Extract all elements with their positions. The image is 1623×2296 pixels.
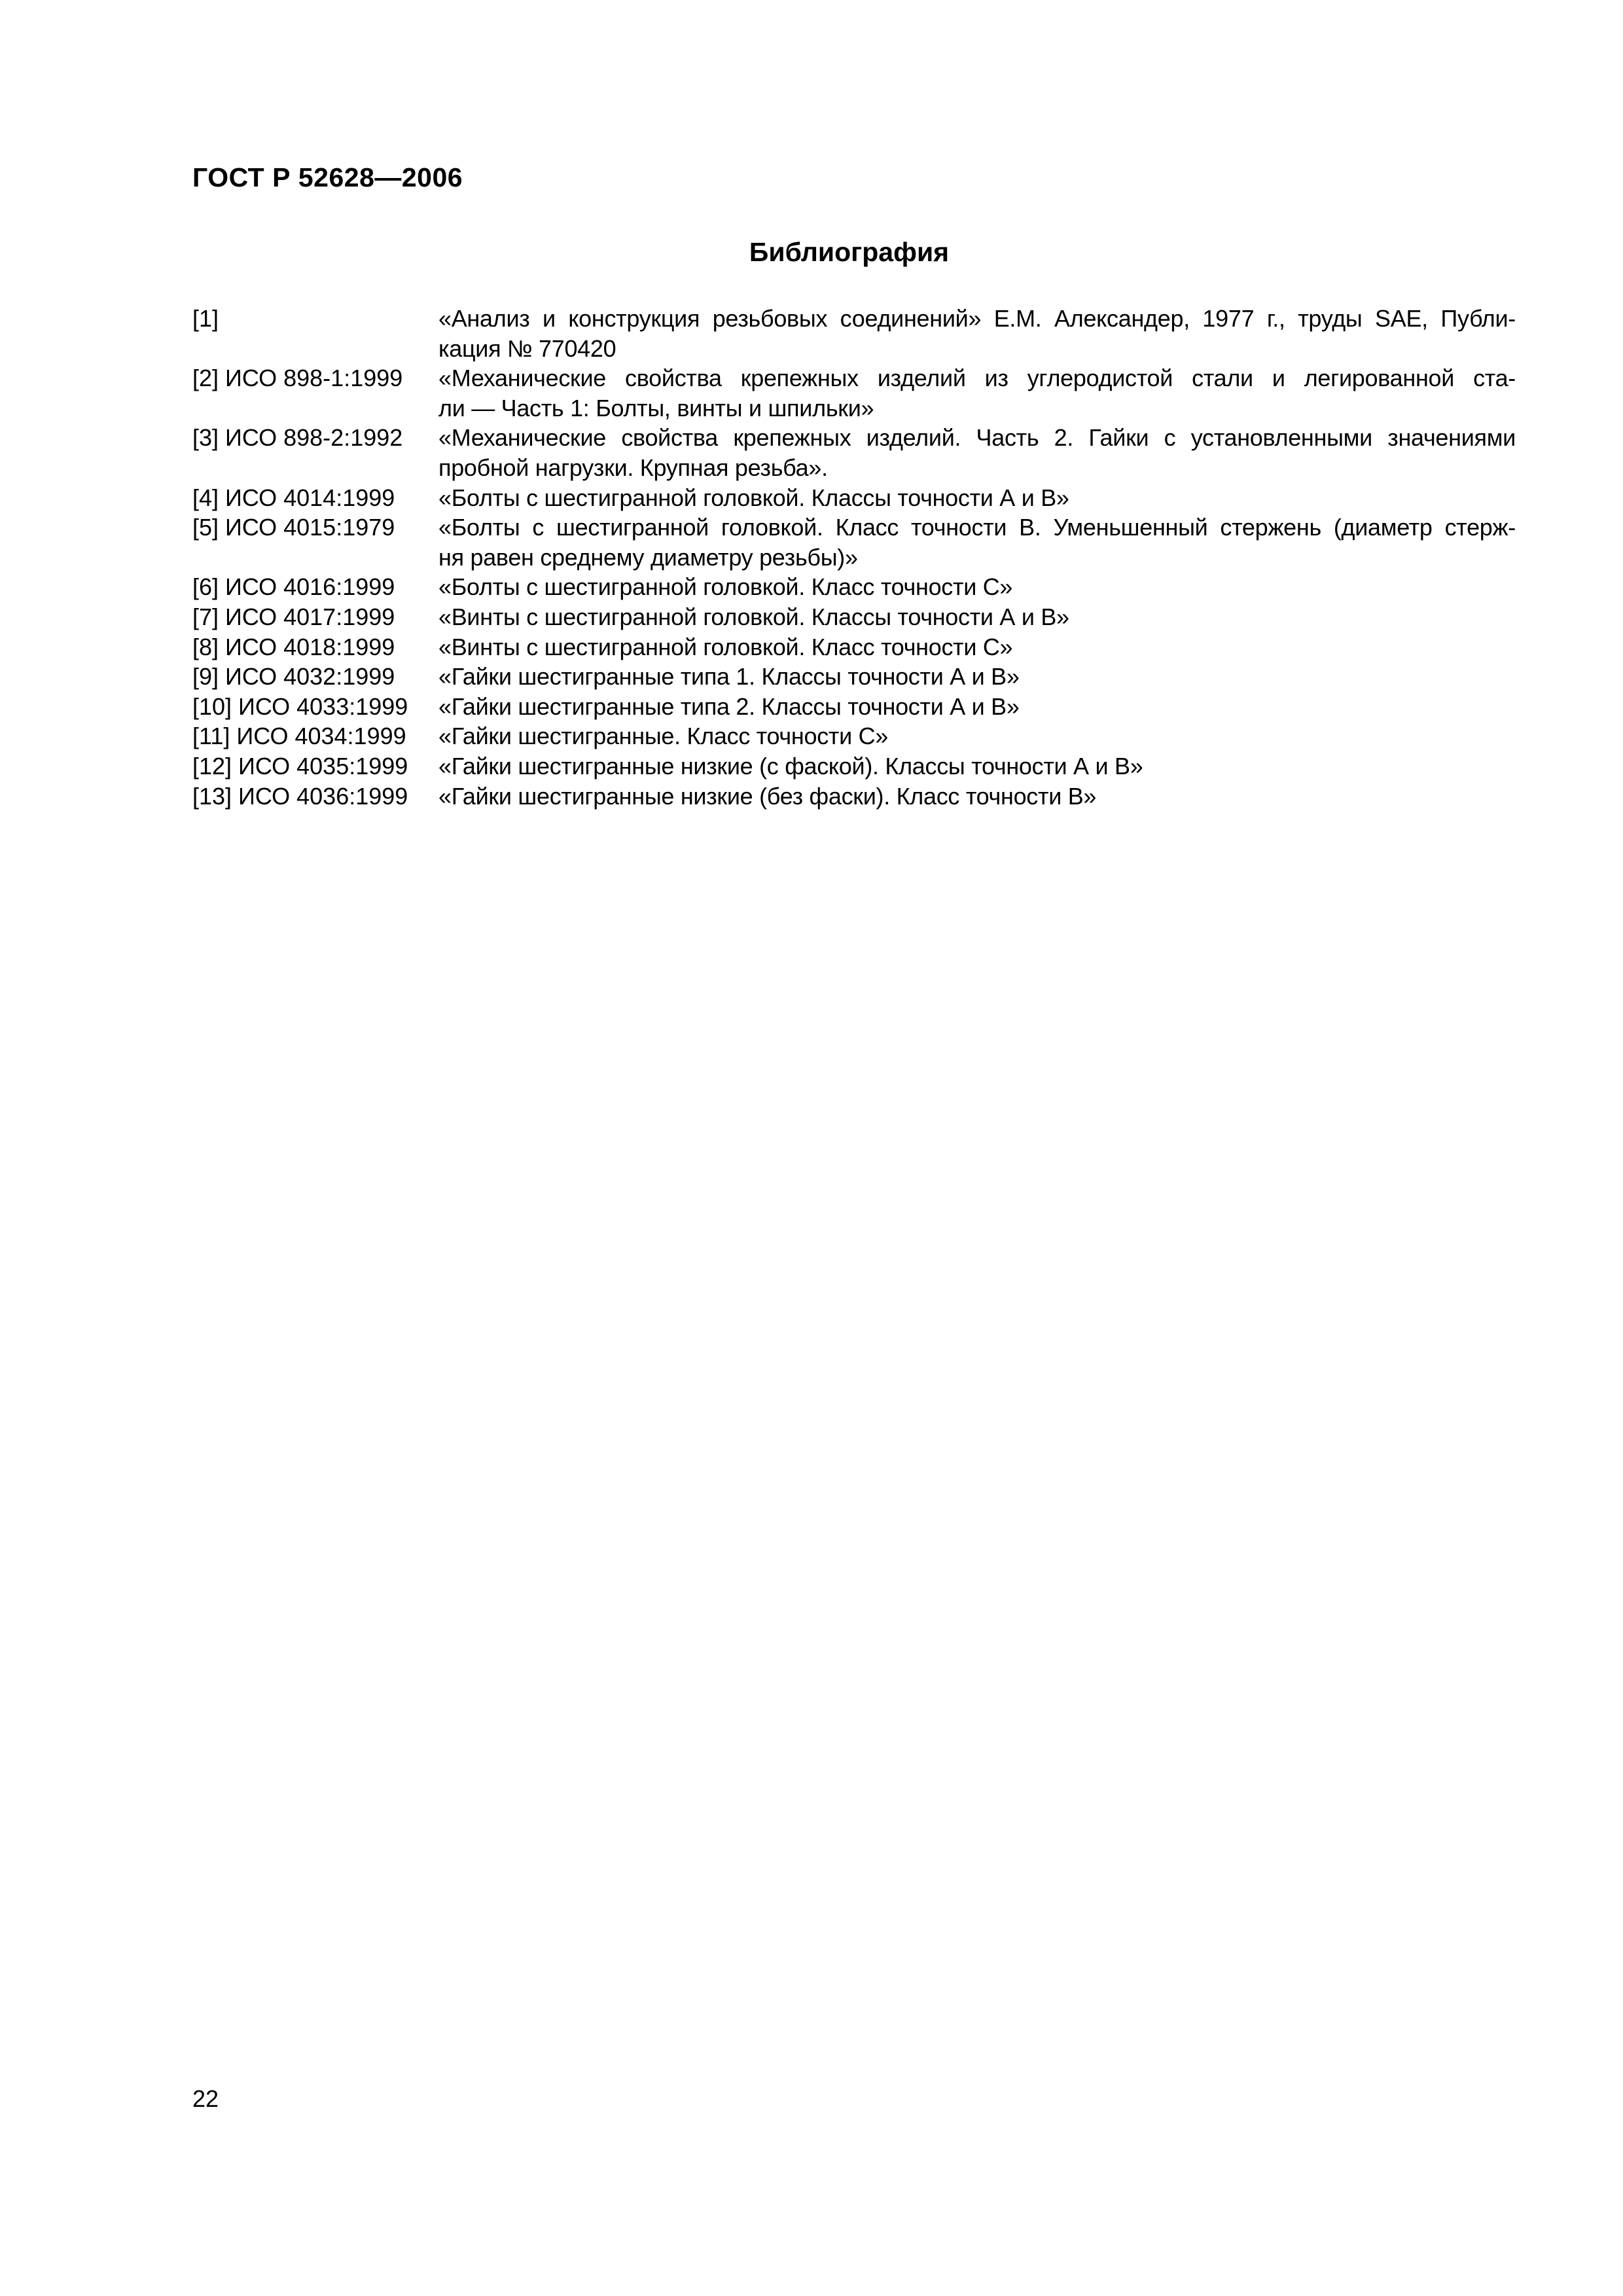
bibliography-ref: [7] ИСО 4017:1999 [192, 603, 395, 630]
bibliography-entry [192, 662, 1516, 692]
bibliography-text-line: «Гайки шестигранные. Класс точности С» [438, 723, 889, 750]
bibliography-text-line: «Механические свойства крепежных изделий из углеродистой стали и легированной ста- [438, 365, 1516, 392]
bibliography-ref: [2] ИСО 898-1:1999 [192, 365, 403, 392]
bibliography-title: Библиография [749, 237, 950, 267]
bibliography-entry [192, 483, 1516, 513]
bibliography-entry [192, 602, 1516, 632]
bibliography-text [438, 662, 1516, 692]
bibliography-entry [192, 751, 1516, 781]
bibliography-text [438, 721, 1516, 751]
bibliography-text [438, 363, 1516, 423]
bibliography-text-line: «Болты с шестигранной головкой. Класс точности С» [438, 573, 1013, 601]
bibliography-text-line: «Гайки шестигранные низкие (с фаской). Классы точности А и В» [438, 752, 1143, 780]
bibliography-text-line: пробной нагрузки. Крупная резьба». [438, 454, 828, 481]
bibliography-entry [192, 423, 1516, 482]
bibliography-text [438, 572, 1516, 602]
bibliography-entry [192, 721, 1516, 751]
bibliography-text-line: «Болты с шестигранной головкой. Классы точности А и В» [438, 484, 1069, 511]
bibliography-text [438, 304, 1516, 363]
bibliography-entry [192, 512, 1516, 572]
bibliography-entry [192, 572, 1516, 602]
document-code: ГОСТ Р 52628—2006 [192, 162, 463, 192]
bibliography-text [438, 781, 1516, 812]
bibliography-text-line: «Гайки шестигранные низкие (без фаски). Класс точности В» [438, 782, 1097, 810]
bibliography-entry [192, 692, 1516, 722]
bibliography-ref: [9] ИСО 4032:1999 [192, 663, 395, 691]
bibliography-ref: [8] ИСО 4018:1999 [192, 633, 395, 660]
bibliography-entry [192, 632, 1516, 662]
bibliography-text-line: кация № 770420 [438, 334, 616, 362]
bibliography-ref: [11] ИСО 4034:1999 [192, 723, 406, 750]
bibliography-text-line: ли — Часть 1: Болты, винты и шпильки» [438, 394, 874, 422]
page-number: 22 [192, 2085, 219, 2112]
bibliography-ref: [13] ИСО 4036:1999 [192, 782, 408, 810]
bibliography-text-line: «Болты с шестигранной головкой. Класс точности В. Уменьшенный стержень (диаметр стерж- [438, 514, 1516, 541]
bibliography-text [438, 512, 1516, 572]
bibliography-entry [192, 781, 1516, 812]
bibliography-ref: [1] [192, 305, 219, 332]
bibliography-text [438, 602, 1516, 632]
bibliography-text [438, 483, 1516, 513]
bibliography-ref: [5] ИСО 4015:1979 [192, 514, 395, 541]
bibliography-ref: [10] ИСО 4033:1999 [192, 692, 408, 720]
bibliography-text-line: «Гайки шестигранные типа 1. Классы точности А и В» [438, 663, 1020, 691]
bibliography-text-line: «Анализ и конструкция резьбовых соединений» Е.М. Александер, 1977 г., труды SAE, Публи- [438, 305, 1516, 332]
bibliography-text-line: «Винты с шестигранной головкой. Классы точности А и В» [438, 603, 1069, 630]
bibliography-entry [192, 363, 1516, 423]
bibliography-list [192, 304, 1516, 811]
bibliography-text-line: «Гайки шестигранные типа 2. Классы точности А и В» [438, 692, 1020, 720]
bibliography-text [438, 751, 1516, 781]
bibliography-text [438, 692, 1516, 722]
bibliography-text [438, 632, 1516, 662]
bibliography-ref: [12] ИСО 4035:1999 [192, 752, 408, 780]
bibliography-text [438, 423, 1516, 482]
bibliography-ref: [4] ИСО 4014:1999 [192, 484, 395, 511]
bibliography-text-line: «Механические свойства крепежных изделий. Часть 2. Гайки с установленными значениями [438, 424, 1516, 452]
bibliography-ref: [3] ИСО 898-2:1992 [192, 424, 403, 452]
bibliography-text-line: «Винты с шестигранной головкой. Класс точности С» [438, 633, 1013, 660]
bibliography-text-line: ня равен среднему диаметру резьбы)» [438, 543, 858, 571]
bibliography-ref: [6] ИСО 4016:1999 [192, 573, 395, 601]
bibliography-entry [192, 304, 1516, 363]
